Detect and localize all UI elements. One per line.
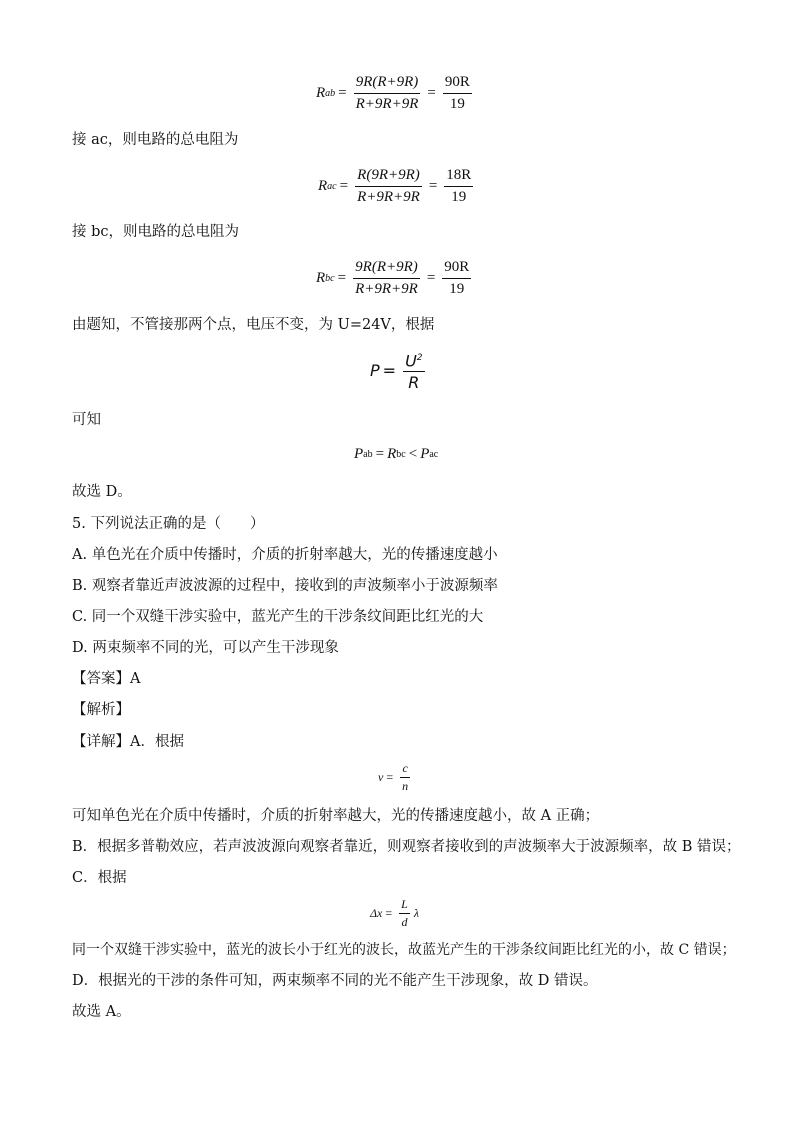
fraction-denominator: d	[401, 915, 408, 929]
equation-r-ab: R ab = $\frac{9R(R+9R)}{R+9R+9R}$ = $\frac{90R}{19}$	[316, 74, 470, 112]
equation-fringe: Δx = $\frac{L}{d}$ λ	[370, 897, 420, 929]
fraction	[400, 762, 410, 793]
option-c: C. 同一个双缝干涉实验中，蓝光产生的干涉条纹间距比红光的大	[72, 609, 484, 625]
question-title: 5. 下列说法正确的是（ ）	[72, 516, 265, 532]
eq-term: P	[354, 446, 364, 462]
eq-operator: <	[408, 446, 418, 462]
explanation-a: 可知单色光在介质中传播时，介质的折射率越大，光的传播速度越小，故 A 正确；	[72, 808, 600, 824]
eq-lhs-sub: ac	[327, 181, 337, 192]
result-numerator: 90R	[442, 259, 471, 279]
fraction-numerator	[403, 350, 424, 372]
eq-lhs: v	[378, 770, 384, 784]
text-line: 由题知，不管接那两个点，电压不变，为 U=24V，根据	[72, 317, 435, 333]
fraction-numerator: c	[400, 762, 409, 778]
option-b: B. 观察者靠近声波波源的过程中，接收到的声波频率小于波源频率	[72, 578, 498, 594]
equation-r-bc: R bc = $\frac{9R(R+9R)}{R+9R+9R}$ = $\frac{90R}{19}$	[316, 259, 470, 297]
result-numerator: 18R	[444, 167, 473, 187]
numerator-exponent: 2	[416, 353, 423, 363]
eq-lhs: R	[316, 270, 326, 286]
explanation-d: D．根据光的干涉的条件可知，两束频率不同的光不能产生干涉现象，故 D 错误。	[72, 973, 598, 989]
eq-term: R	[387, 446, 397, 462]
fraction-denominator: R+9R+9R	[357, 189, 420, 205]
eq-sub: ab	[363, 449, 373, 460]
fraction-denominator: R	[408, 373, 420, 393]
fraction-result	[444, 167, 473, 206]
eq-operator: =	[375, 446, 385, 462]
equation-r-ac: R ac = $\frac{R(9R+9R)}{R+9R+9R}$ = $\frac{18R}{19}$	[318, 167, 472, 205]
text-line: 故选 D。	[72, 484, 132, 500]
equation-speed: v = $\frac{c}{n}$	[378, 761, 409, 793]
fraction	[353, 259, 420, 298]
result-denominator: 19	[449, 96, 465, 112]
eq-sub: bc	[396, 449, 406, 460]
fraction	[355, 167, 422, 206]
explanation-c: 同一个双缝干涉实验中，蓝光的波长小于红光的波长，故蓝光产生的干涉条纹间距比红光的小，故 C 错误；	[72, 942, 736, 958]
explanation-b: B．根据多普勒效应，若声波波源向观察者靠近，则观察者接收到的声波频率大于波源频率，故 B 错误；	[72, 839, 741, 855]
fraction	[354, 74, 421, 113]
numerator-base: U	[405, 351, 417, 371]
text-line: 接 ac，则电路的总电阻为	[72, 132, 239, 148]
fraction-denominator: n	[402, 779, 409, 793]
fraction-numerator: R(9R+9R)	[355, 167, 422, 187]
fraction-result	[442, 259, 471, 298]
equation-compare	[354, 446, 438, 463]
answer-label: 【答案】A	[72, 671, 141, 687]
eq-lhs-sub: ab	[325, 88, 336, 99]
equation-power: P = $\frac{U^2}{R}$	[370, 351, 423, 393]
eq-term: P	[420, 446, 430, 462]
eq-lhs: R	[318, 178, 328, 194]
fraction-denominator: R+9R+9R	[355, 96, 419, 112]
fraction	[403, 350, 424, 391]
explanation-c-intro: C．根据	[72, 870, 127, 886]
fraction	[399, 898, 410, 929]
result-numerator: 90R	[443, 74, 472, 94]
fraction-numerator: L	[399, 898, 410, 914]
eq-lhs-sub: bc	[325, 273, 335, 284]
analysis-label: 【解析】	[72, 702, 130, 718]
eq-lhs: Δx	[370, 906, 383, 920]
option-d: D. 两束频率不同的光，可以产生干涉现象	[72, 640, 339, 656]
result-denominator: 19	[451, 189, 467, 205]
fraction-numerator: 9R(R+9R)	[353, 259, 420, 279]
fraction-result	[443, 74, 472, 113]
final-answer: 故选 A。	[72, 1004, 131, 1020]
text-line: 接 bc，则电路的总电阻为	[72, 224, 240, 240]
result-denominator: 19	[449, 281, 465, 297]
text-line: 可知	[72, 412, 101, 428]
lambda-symbol: λ	[413, 906, 420, 920]
fraction-denominator: R+9R+9R	[355, 281, 418, 297]
detail-label: 【详解】A．根据	[72, 734, 184, 750]
eq-sub: ac	[429, 449, 439, 460]
option-a: A. 单色光在介质中传播时，介质的折射率越大，光的传播速度越小	[72, 547, 498, 563]
eq-lhs: P	[370, 361, 380, 381]
fraction-numerator: 9R(R+9R)	[354, 74, 421, 94]
eq-lhs: R	[316, 85, 326, 101]
